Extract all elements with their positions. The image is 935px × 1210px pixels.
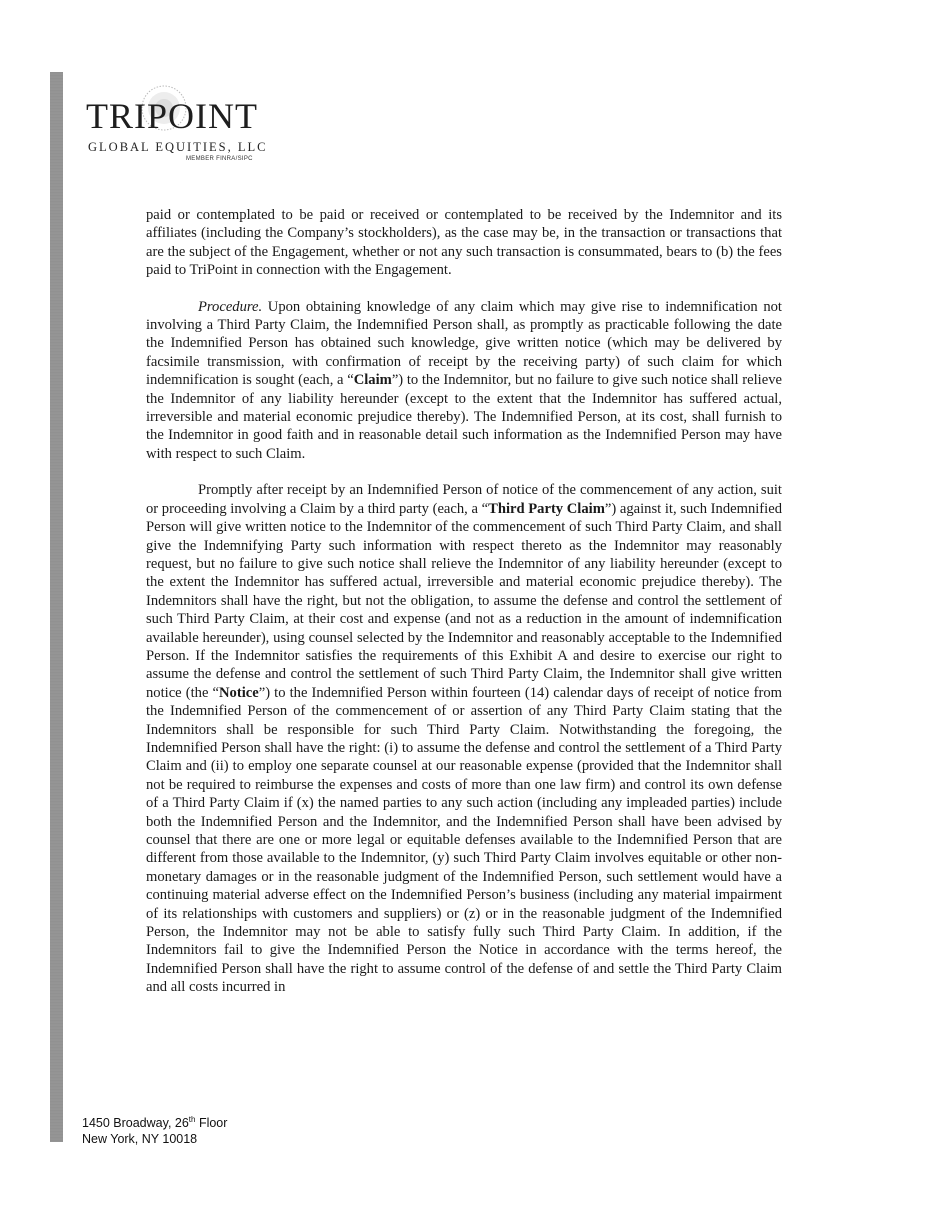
paragraph-third-party-claim: Promptly after receipt by an Indemnified Person of notice of the commencement of any action, suit or proceeding involving a Claim by a third party (each, a “Third Party Claim”) against it, such Indemnified Person will give written notice to the Indemnitor of the commencement of such Third Party Claim, and shall give the Indemnifying Party such information with respect thereto as the Indemnitor may reasonably request, but no failure to give such notice shall relieve the Indemnitor of any liability hereunder (except to the extent the Indemnitor has suffered actual, irreversible and material economic prejudice thereby). The Indemnitors shall have the right, but not the obligation, to assume the defense and control the settlement of such Third Party Claim, at their cost and expense (and not as a reduction in the amount of indemnification available hereunder), using counsel selected by the Indemnitor and reasonably acceptable to the Indemnified Person. If the Indemnitor satisfies the requirements of this Exhibit A and desire to exercise our right to assume the defense and control the settlement of such Third Party Claim, the Indemnitor shall give written notice (the “Notice”) to the Indemnified Person within fourteen (14) calendar days of receipt of notice from the Indemnified Person of the commencement of or assertion of any Third Party Claim stating that the Indemnitors shall be responsible for such Third Party Claim. Notwithstanding the foregoing, the Indemnified Person shall have the right: (i) to assume the defense and control the settlement of a Third Party Claim and (ii) to employ one separate counsel at our reasonable expense (provided that the Indemnitor shall not be required to reimburse the expenses and costs of more than one law firm) and control its own defense of a Third Party Claim if (x) the named parties to any such action (including any impleaded parties) include both the Indemnified Person and the Indemnitor, and the Indemnified Person shall have been advised by counsel that there are one or more legal or equitable defenses available to the Indemnified Person that are different from those available to the Indemnitor, (y) such Third Party Claim involves equitable or other non-monetary damages or in the reasonable judgment of the Indemnified Person, such settlement would have a continuing material adverse effect on the Indemnified Person’s business (including any material impairment of its relationships with customers and suppliers) or (z) or in the reasonable judgment of the Indemnified Person, the Indemnitor may not be able to satisfy fully such Third Party Claim. In addition, if the Indemnitors fail to give the Indemnified Person the Notice in accordance with the terms hereof, the Indemnified Person shall have the right to assume control of the defense of and settle the Third Party Claim and all costs incurred in: [146, 482, 782, 996]
term-claim: Claim: [353, 372, 392, 389]
term-notice: Notice: [219, 684, 259, 701]
footer-address: [82, 1112, 227, 1147]
logo-wordmark: TRIPOINT: [86, 96, 258, 136]
address-line-2: New York, NY 10018: [82, 1132, 198, 1147]
document-body: [146, 206, 782, 1015]
paragraph-procedure: Procedure. Upon obtaining knowledge of any claim which may give rise to indemnification not involving a Third Party Claim, the Indemnified Person shall, as promptly as practicable following the date the Indemnified Person has obtained such knowledge, give written notice (which may be delivered by facsimile transmission, with confirmation of receipt by the receiving party) of such claim for which indemnification is sought (each, a “Claim”) to the Indemnitor, but no failure to give such notice shall relieve the Indemnitor of any liability hereunder (except to the extent that the Indemnitor has suffered actual, irreversible and material economic prejudice thereby). The Indemnified Person, at its cost, shall furnish to the Indemnitor in good faith and in reasonable detail such information as the Indemnified Person may have with respect to such Claim.: [146, 298, 782, 462]
address-line-1: 1450 Broadway, 26th Floor: [82, 1115, 228, 1131]
term-third-party-claim: Third Party Claim: [488, 500, 605, 517]
logo-subtitle: GLOBAL EQUITIES, LLC: [88, 140, 268, 154]
logo-member-text: MEMBER FINRA/SIPC: [186, 156, 253, 162]
company-logo: [86, 78, 286, 176]
procedure-heading: Procedure.: [198, 298, 263, 315]
paragraph-continuation: paid or contemplated to be paid or received or contemplated to be received by the Indemnitor and its affiliates (including the Company’s stockholders), as the case may be, in the transaction or transactions that are the subject of the Engagement, whether or not any such transaction is consummated, bears to (b) the fees paid to TriPoint in connection with the Engagement.: [146, 207, 782, 279]
scan-edge-bar: [50, 72, 63, 1142]
